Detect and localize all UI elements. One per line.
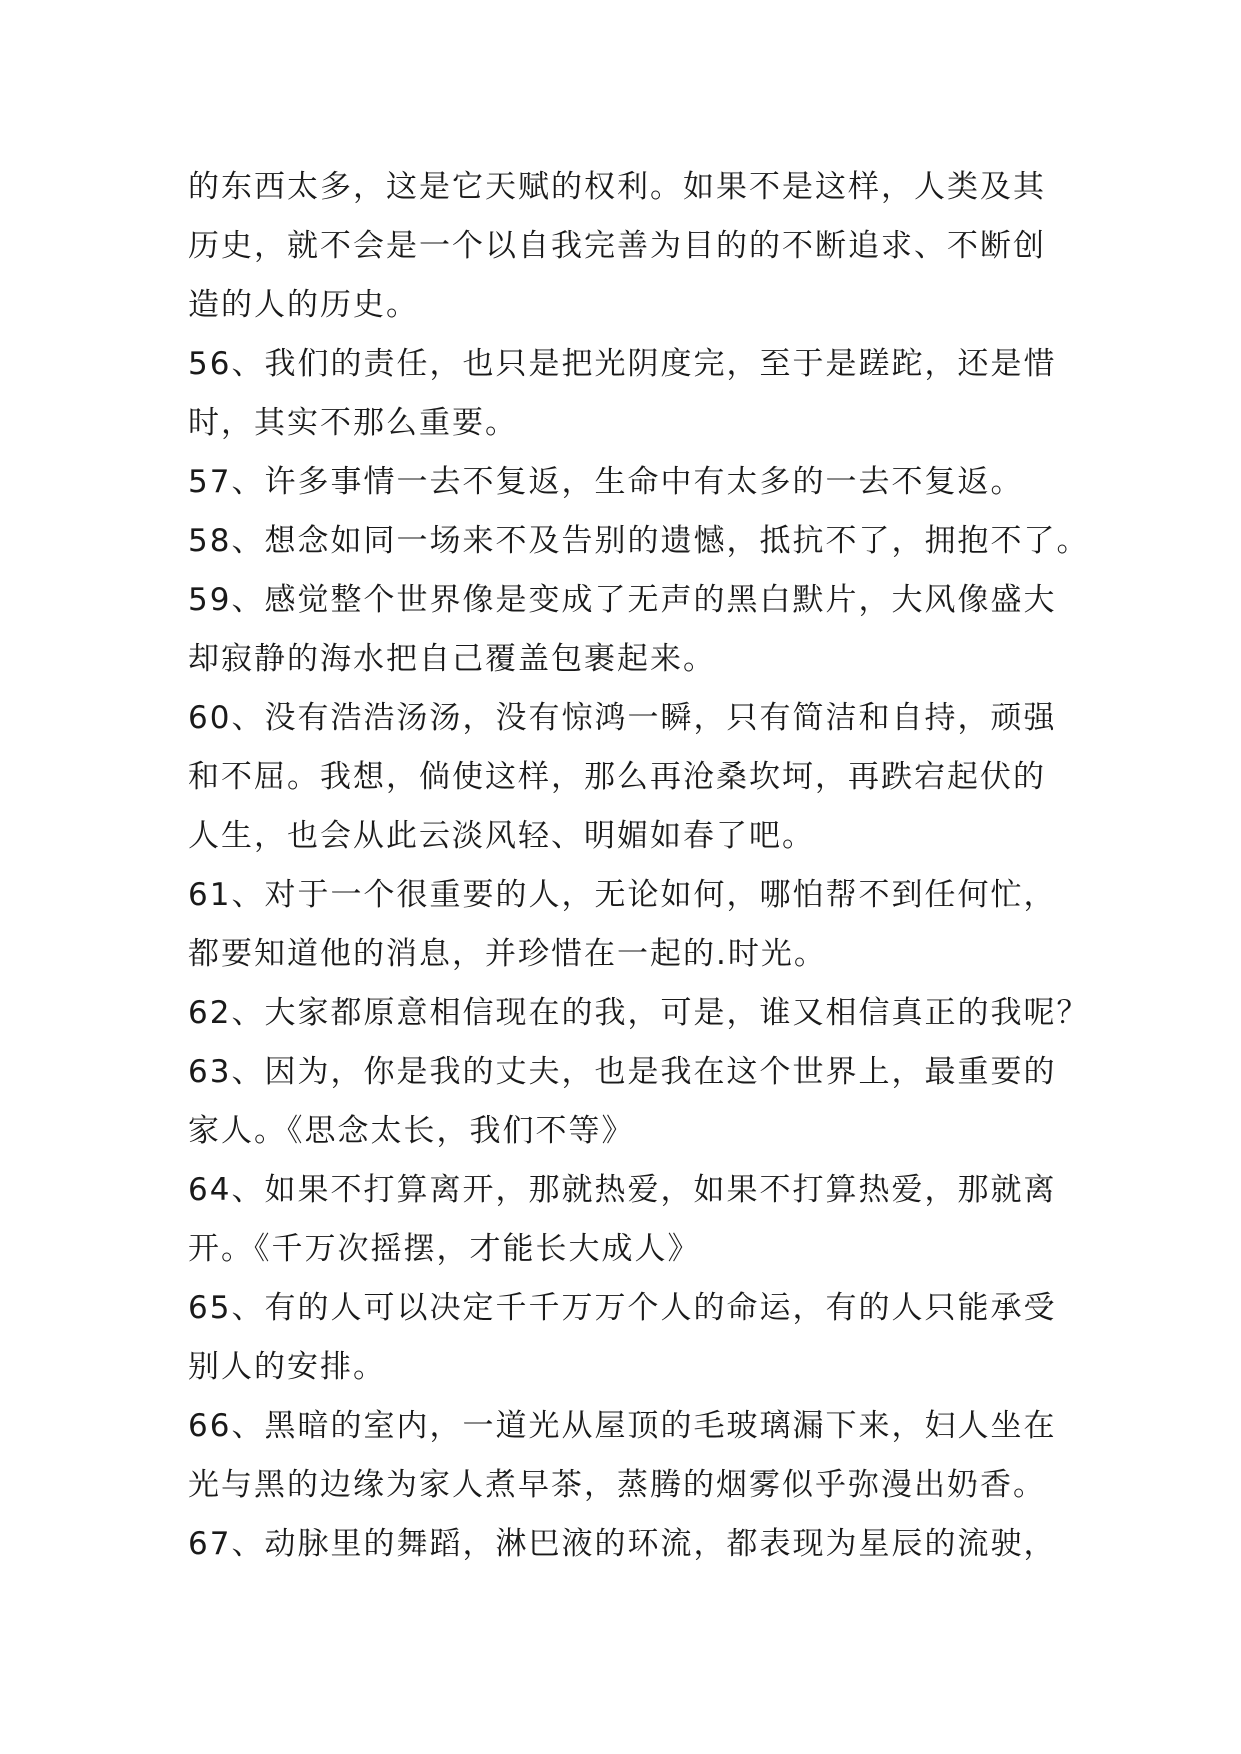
text-line: 66、黑暗的室内，一道光从屋顶的毛玻璃漏下来，妇人坐在 [188,1408,1057,1444]
text-line: 60、没有浩浩汤汤，没有惊鸿一瞬，只有简洁和自持，顽强 [188,700,1057,736]
text-line: 和不屈。我想，倘使这样，那么再沧桑坎坷，再跌宕起伏的 [188,759,1046,795]
text-line: 开。《千万次摇摆，才能长大成人》 [188,1231,701,1267]
text-line: 67、动脉里的舞蹈，淋巴液的环流，都表现为星辰的流驶， [188,1526,1057,1562]
text-line: 别人的安排。 [188,1349,386,1385]
text-line: 的东西太多，这是它天赋的权利。如果不是这样，人类及其 [188,169,1046,205]
text-line: 时，其实不那么重要。 [188,405,518,441]
text-line: 61、对于一个很重要的人，无论如何，哪怕帮不到任何忙， [188,877,1057,913]
text-line: 59、感觉整个世界像是变成了无声的黑白默片，大风像盛大 [188,582,1057,618]
text-line: 57、许多事情一去不复返，生命中有太多的一去不复返。 [188,464,1024,500]
text-line: 65、有的人可以决定千千万万个人的命运，有的人只能承受 [188,1290,1057,1326]
text-line: 人生，也会从此云淡风轻、明媚如春了吧。 [188,818,815,854]
text-line: 都要知道他的消息，并珍惜在一起的.时光。 [188,936,827,972]
text-line: 光与黑的边缘为家人煮早茶，蒸腾的烟雾似乎弥漫出奶香。 [188,1467,1046,1503]
text-line: 却寂静的海水把自己覆盖包裹起来。 [188,641,716,677]
text-line: 62、大家都原意相信现在的我，可是，谁又相信真正的我呢？ [188,995,1090,1031]
text-line: 58、想念如同一场来不及告别的遗憾，抵抗不了，拥抱不了。 [188,523,1090,559]
text-line: 造的人的历史。 [188,287,419,323]
text-line: 64、如果不打算离开，那就热爱，如果不打算热爱，那就离 [188,1172,1057,1208]
body-text [188,158,1090,1574]
text-line: 历史，就不会是一个以自我完善为目的的不断追求、不断创 [188,228,1046,264]
text-line: 63、因为，你是我的丈夫，也是我在这个世界上，最重要的 [188,1054,1057,1090]
text-line: 家人。《思念太长，我们不等》 [188,1113,635,1149]
text-line: 56、我们的责任，也只是把光阴度完，至于是蹉跎，还是惜 [188,346,1057,382]
